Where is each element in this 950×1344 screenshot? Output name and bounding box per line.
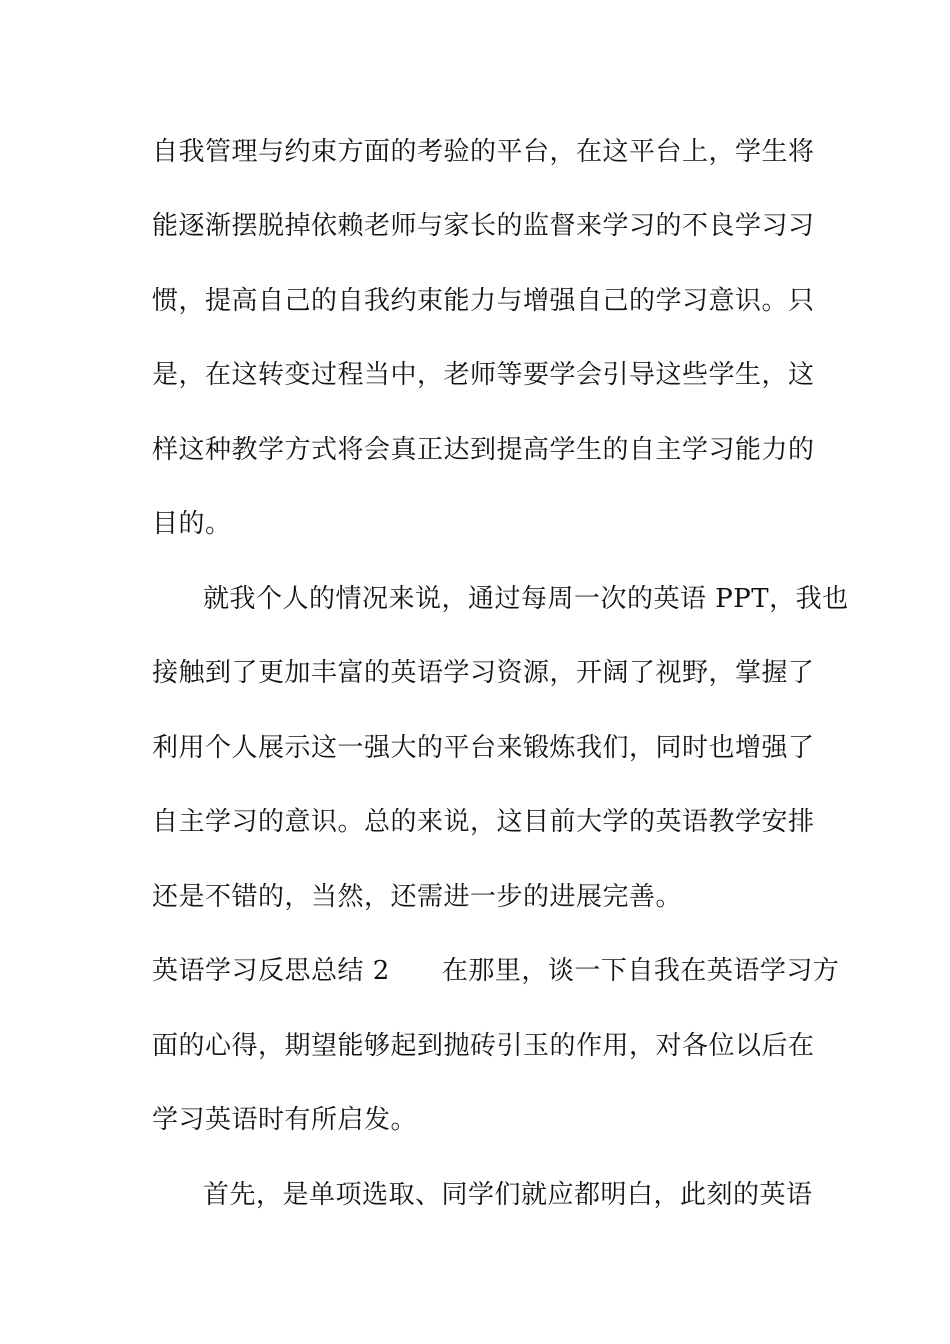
text-line: 能逐渐摆脱掉依赖老师与家长的监督来学习的不良学习习 — [152, 211, 815, 241]
section-intro-text: 在那里，谈一下自我在英语学习方 — [441, 956, 840, 986]
text-line: 自主学习的意识。总的来说，这目前大学的英语教学安排 — [152, 807, 815, 837]
text-line: 学习英语时有所启发。 — [152, 1105, 418, 1135]
section-heading-line — [152, 956, 839, 986]
text-line: 自我管理与约束方面的考验的平台，在这平台上，学生将 — [152, 137, 815, 167]
paragraph-first-line: 首先，是单项选取、同学们就应都明白，此刻的英语 — [203, 1180, 813, 1210]
paragraph-first-line: 就我个人的情况来说，通过每周一次的英语 PPT，我也 — [203, 584, 849, 614]
text-line: 面的心得，期望能够起到抛砖引玉的作用，对各位以后在 — [152, 1031, 815, 1061]
text-line: 是，在这转变过程当中，老师等要学会引导这些学生，这 — [152, 360, 815, 390]
text-line: 利用个人展示这一强大的平台来锻炼我们，同时也增强了 — [152, 733, 815, 763]
text-line: 接触到了更加丰富的英语学习资源，开阔了视野，掌握了 — [152, 658, 815, 688]
text-line: 目的。 — [152, 509, 232, 539]
text-line: 样这种教学方式将会真正达到提高学生的自主学习能力的 — [152, 435, 815, 465]
text-line: 惯，提高自己的自我约束能力与增强自己的学习意识。只 — [152, 286, 815, 316]
section-title: 英语学习反思总结 2 — [152, 956, 390, 986]
text-line: 还是不错的，当然，还需进一步的进展完善。 — [152, 882, 683, 912]
